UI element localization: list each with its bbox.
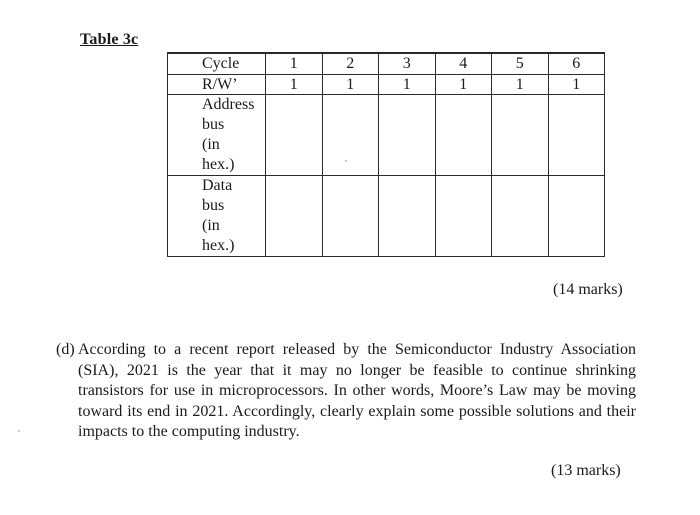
- data-bus-cell: [266, 176, 323, 257]
- question-label: (d): [56, 341, 75, 358]
- table-marks: (14 marks): [553, 281, 623, 298]
- scan-speck: [345, 160, 347, 162]
- rw-value: 1: [266, 75, 323, 95]
- address-bus-label-line: bus: [202, 116, 225, 133]
- address-bus-cell: [322, 95, 379, 176]
- rw-row: [168, 75, 605, 95]
- cycle-header-row: [168, 53, 605, 75]
- address-bus-label-line: (in: [202, 136, 220, 153]
- data-bus-label: [168, 176, 266, 257]
- address-bus-label-line: Address: [202, 96, 255, 113]
- data-bus-label-line: hex.): [202, 237, 235, 254]
- question-text: According to a recent report released by the Semiconductor Industry Association (SIA), 2021 is the year that it may no longer be feasible to continue shrinking transistors for use in microprocessors. In other words, Moore’s Law may be moving toward its end in 2021. Accordingly, clearly explain some possible solutions and their impacts to the computing industry.: [78, 341, 636, 440]
- data-bus-cell: [435, 176, 492, 257]
- data-bus-cell: [322, 176, 379, 257]
- data-bus-cell: [379, 176, 436, 257]
- cycle-label: Cycle: [168, 53, 266, 75]
- rw-value: 1: [379, 75, 436, 95]
- table-title: Table 3c: [80, 31, 139, 48]
- cycle-number: 1: [266, 53, 323, 75]
- address-bus-cell: [435, 95, 492, 176]
- cycle-table: [167, 52, 605, 257]
- address-bus-cell: [379, 95, 436, 176]
- address-bus-label: [168, 95, 266, 176]
- rw-label: R/W’: [168, 75, 266, 95]
- cycle-number: 5: [492, 53, 549, 75]
- address-bus-cell: [492, 95, 549, 176]
- rw-value: 1: [435, 75, 492, 95]
- address-bus-label-line: hex.): [202, 156, 235, 173]
- cycle-number: 3: [379, 53, 436, 75]
- rw-value: 1: [492, 75, 549, 95]
- address-bus-cell: [266, 95, 323, 176]
- rw-value: 1: [548, 75, 605, 95]
- rw-value: 1: [322, 75, 379, 95]
- data-bus-row: [168, 176, 605, 257]
- data-bus-label-line: bus: [202, 197, 225, 214]
- address-bus-cell: [548, 95, 605, 176]
- cycle-number: 4: [435, 53, 492, 75]
- cycle-number: 6: [548, 53, 605, 75]
- question-marks: (13 marks): [551, 462, 621, 479]
- data-bus-cell: [548, 176, 605, 257]
- address-bus-row: [168, 95, 605, 176]
- data-bus-label-line: Data: [202, 177, 233, 194]
- data-bus-label-line: (in: [202, 217, 220, 234]
- scan-speck: [18, 430, 20, 432]
- cycle-number: 2: [322, 53, 379, 75]
- question-d: [56, 340, 636, 443]
- data-bus-cell: [492, 176, 549, 257]
